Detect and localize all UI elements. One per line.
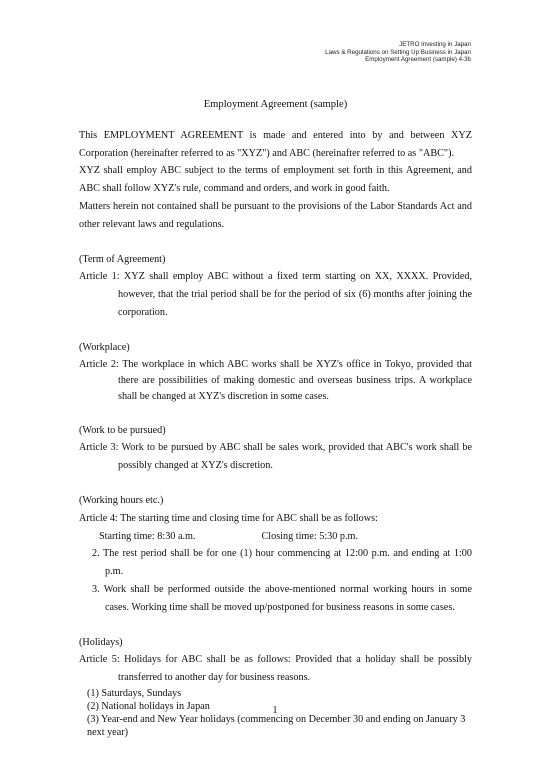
header-line-2: Laws & Regulations on Setting Up Business in Japan bbox=[325, 48, 471, 56]
article-5: Article 5: Holidays for ABC shall be as follows: Provided that a holiday shall be possibly transferred to another day for business reasons. bbox=[79, 654, 472, 684]
article-4-item-2: 2. The rest period shall be for one (1) hour commencing at 12:00 p.m. and ending at 1:00 p.m. bbox=[92, 548, 472, 578]
section-heading-hours: (Working hours etc.) bbox=[79, 494, 164, 506]
section-heading-workplace: (Workplace) bbox=[79, 341, 130, 353]
section-heading-holidays: (Holidays) bbox=[79, 636, 123, 648]
holiday-item-1: (1) Saturdays, Sundays bbox=[87, 687, 182, 699]
document-body bbox=[79, 96, 472, 739]
article-2: Article 2: The workplace in which ABC works shall be XYZ's office in Tokyo, provided that there are possibilities of making domestic and overseas business trips. A workplace shall be changed at XYZ's discretion in some cases. bbox=[79, 358, 472, 402]
holiday-item-2: (2) National holidays in Japan bbox=[87, 700, 210, 712]
article-4: Article 4: The starting time and closing time for ABC shall be as follows: bbox=[79, 512, 378, 524]
intro-paragraph-1: This EMPLOYMENT AGREEMENT is made and entered into by and between XYZ Corporation (hereinafter referred to as "XYZ") and ABC (hereinafter referred to as "ABC"). bbox=[79, 129, 472, 159]
intro-paragraph-3: Matters herein not contained shall be pursuant to the provisions of the Labor Standards Act and other relevant laws and regulations. bbox=[79, 200, 472, 230]
section-heading-term: (Term of Agreement) bbox=[79, 253, 166, 265]
page-number: 1 bbox=[272, 705, 278, 716]
header-line-3: Employment Agreement (sample) 4-3b bbox=[365, 56, 471, 64]
article-1: Article 1: XYZ shall employ ABC without a fixed term starting on XX, XXXX. Provided, however, that the trial period shall be for the period of six (6) months after joining the corporation. bbox=[79, 271, 472, 318]
holiday-item-3: (3) Year-end and New Year holidays (commencing on December 30 and ending on January 3 next year) bbox=[87, 713, 466, 738]
header-line-1: JETRO Investing in Japan bbox=[399, 41, 471, 48]
article-4-item-3: 3. Work shall be performed outside the above-mentioned normal working hours in some cases. Working time shall be moved up/postponed for business reasons in some cases. bbox=[92, 583, 472, 613]
document-title: Employment Agreement (sample) bbox=[203, 99, 348, 110]
section-heading-work: (Work to be pursued) bbox=[79, 424, 166, 436]
working-times bbox=[79, 528, 472, 546]
starting-time: Starting time: 8:30 a.m. bbox=[99, 530, 196, 542]
closing-time: Closing time: 5:30 p.m. bbox=[261, 530, 359, 542]
running-header bbox=[325, 41, 471, 64]
intro-paragraph-2: XYZ shall employ ABC subject to the terms of employment set forth in this Agreement, and ABC shall follow XYZ's rule, command and orders, and work in good faith. bbox=[79, 165, 472, 195]
article-3: Article 3: Work to be pursued by ABC shall be sales work, provided that ABC's work shall be possibly changed at XYZ's discretion. bbox=[79, 442, 472, 472]
